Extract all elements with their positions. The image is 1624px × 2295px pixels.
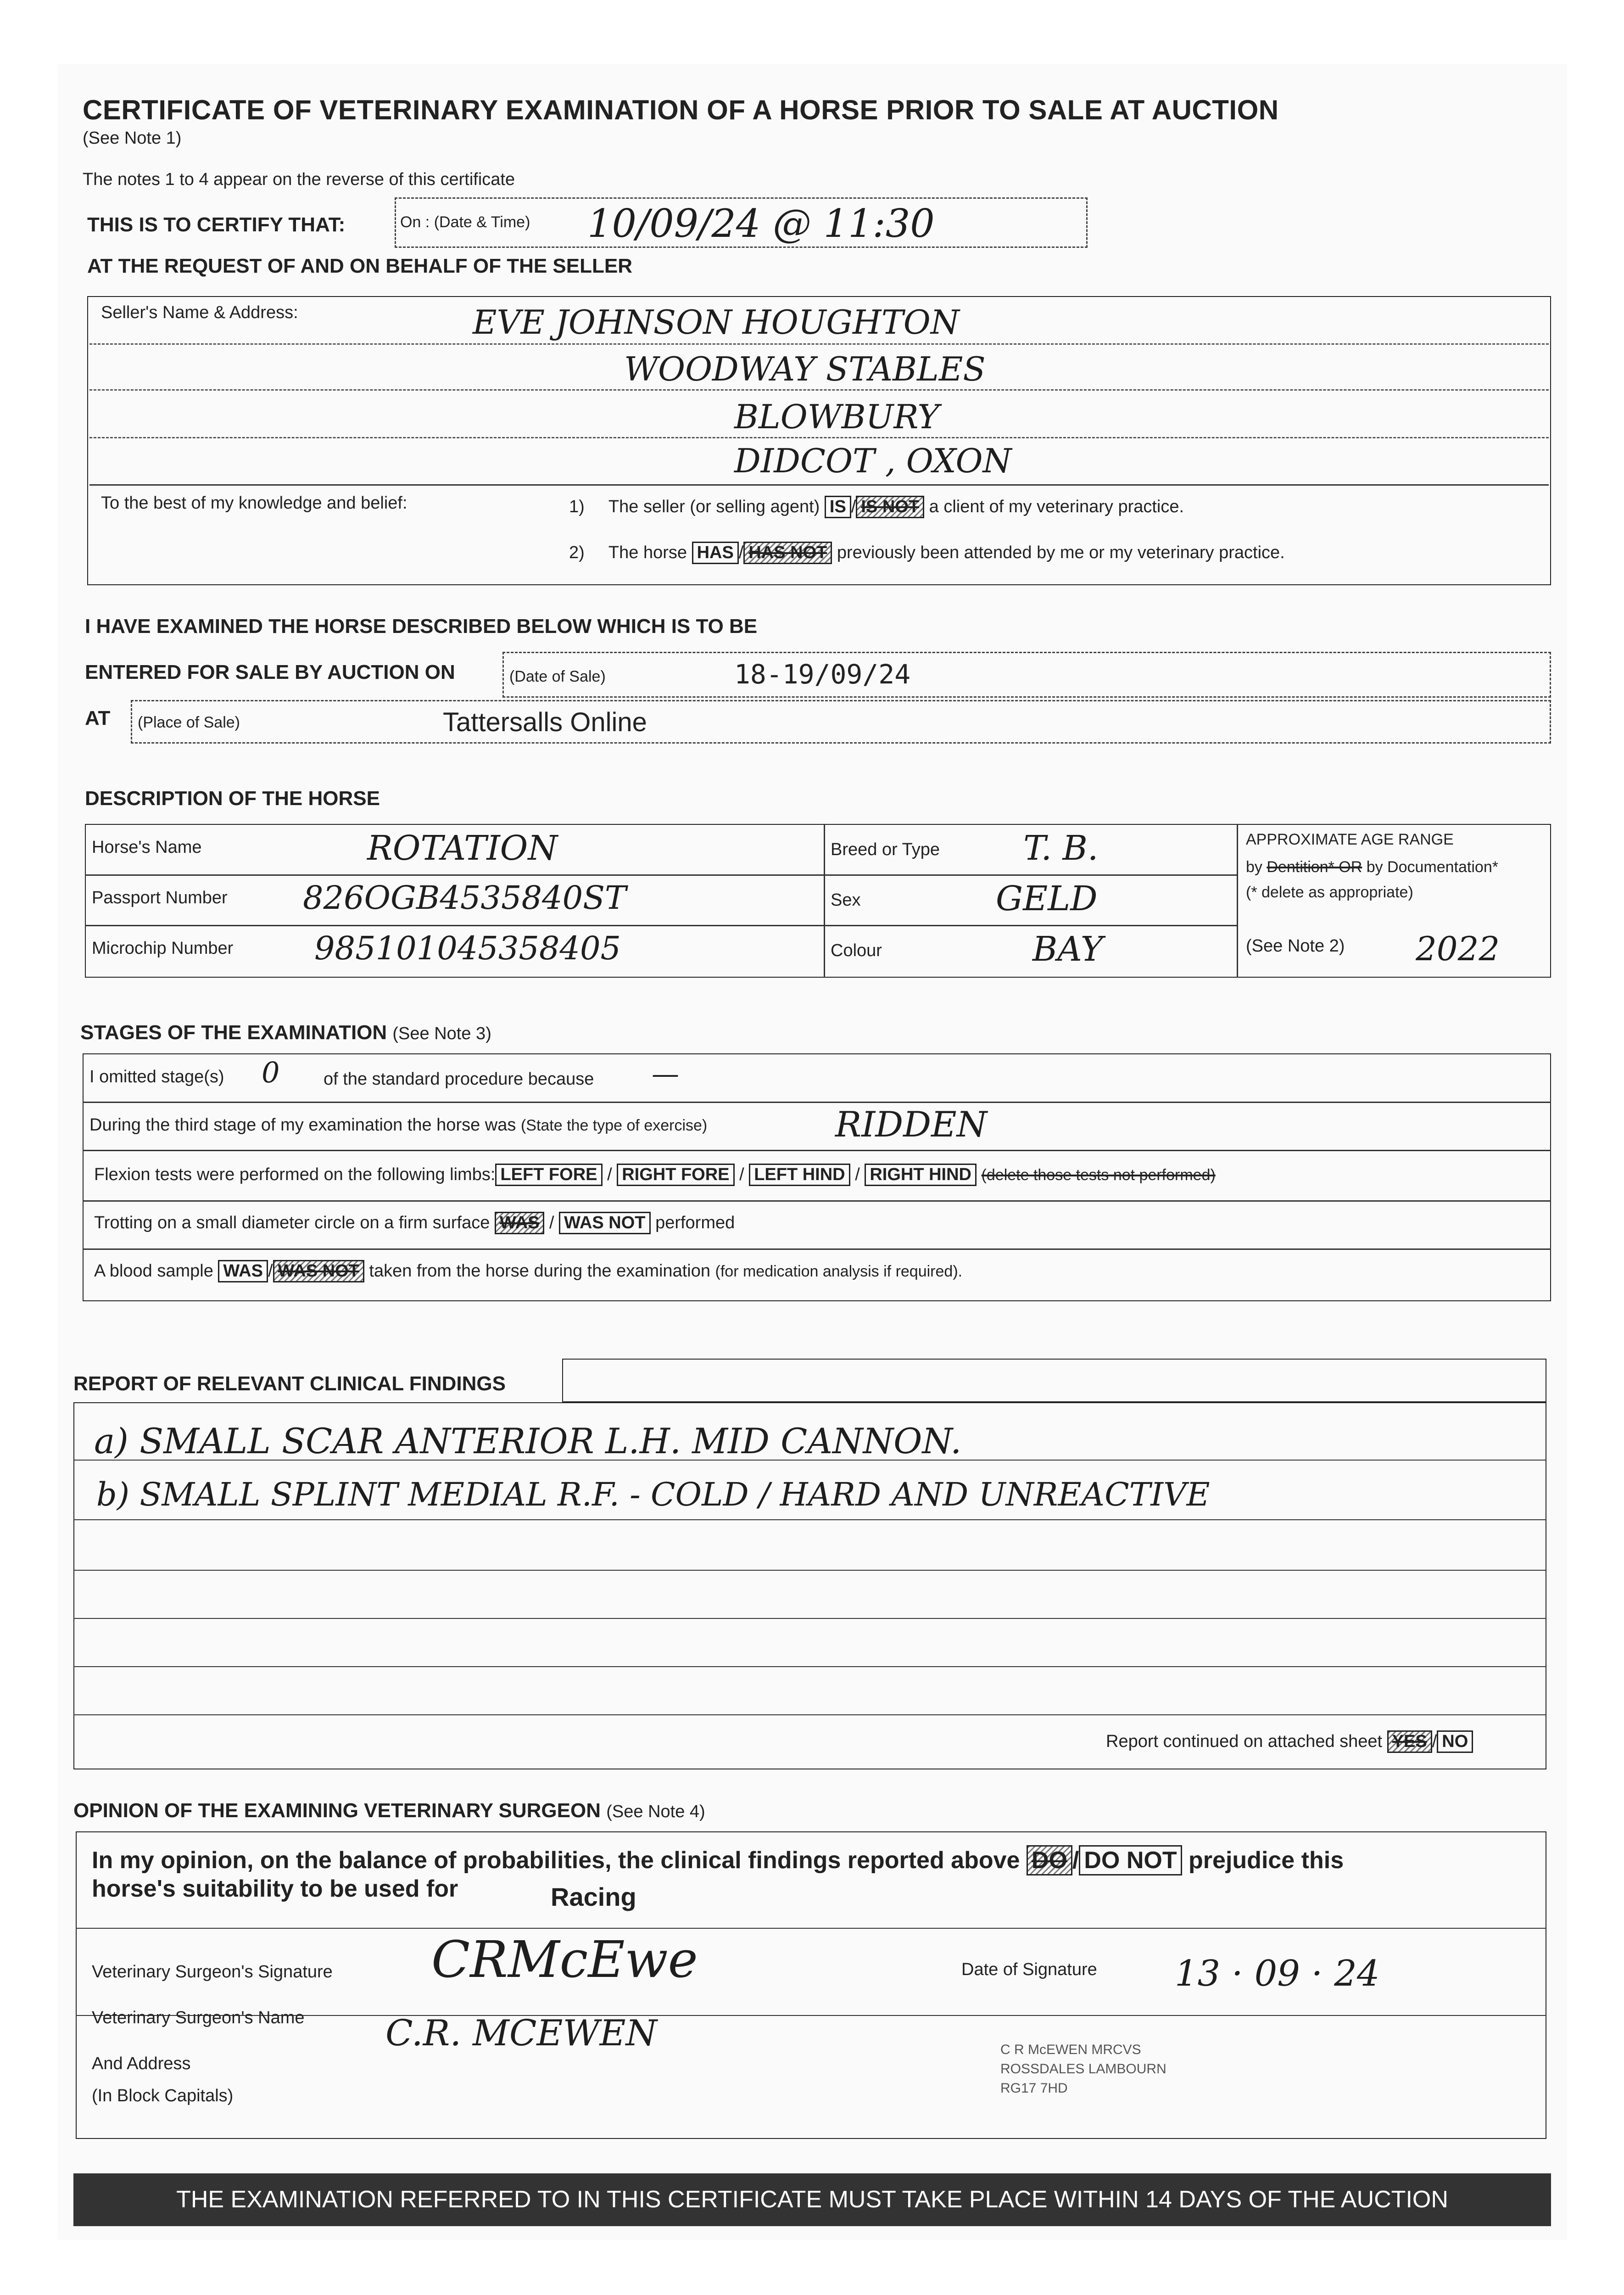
rule bbox=[73, 1666, 1546, 1667]
rule bbox=[89, 343, 1549, 345]
sex-value: GELD bbox=[996, 879, 1098, 918]
address-label-2: (In Block Capitals) bbox=[92, 2086, 234, 2105]
request-line: AT THE REQUEST OF AND ON BEHALF OF THE SELLER bbox=[87, 255, 632, 277]
age-by: by bbox=[1246, 858, 1262, 876]
rule bbox=[83, 1150, 1551, 1151]
place-of-sale-field[interactable] bbox=[131, 700, 1551, 744]
stamp-line-2: ROSSDALES LAMBOURN bbox=[1000, 2061, 1166, 2077]
date-time-value: 10/09/24 @ 11:30 bbox=[587, 201, 935, 246]
horse-name-value: ROTATION bbox=[367, 828, 558, 868]
item-1-number: 1) bbox=[569, 497, 585, 516]
age-delete-note: (* delete as appropriate) bbox=[1246, 884, 1413, 901]
report-continued-label: Report continued on attached sheet bbox=[1106, 1732, 1383, 1751]
separator: / bbox=[1432, 1732, 1437, 1751]
rule bbox=[85, 925, 1237, 926]
item-1-text: The seller (or selling agent) bbox=[608, 497, 820, 516]
rule bbox=[73, 1519, 1546, 1520]
trot-line bbox=[94, 1212, 735, 1234]
seller-line-4: DIDCOT , OXON bbox=[734, 442, 1012, 480]
right-hind-option[interactable]: RIGHT HIND bbox=[865, 1164, 977, 1186]
rule bbox=[76, 1928, 1546, 1929]
flexion-label: Flexion tests were performed on the following limbs: bbox=[94, 1165, 496, 1184]
third-stage-text: During the third stage of my examination the horse was bbox=[89, 1115, 516, 1135]
stages-heading-text: STAGES OF THE EXAMINATION bbox=[80, 1021, 387, 1044]
separator: / bbox=[268, 1261, 273, 1281]
see-note-1: (See Note 1) bbox=[83, 129, 182, 148]
date-of-signature-label: Date of Signature bbox=[961, 1960, 1097, 1979]
stamp-line-1: C R McEWEN MRCVS bbox=[1000, 2042, 1141, 2057]
dentition-option-struck[interactable]: Dentition* OR bbox=[1267, 858, 1362, 876]
date-of-sale-field[interactable] bbox=[502, 652, 1551, 698]
rule bbox=[89, 389, 1549, 391]
omitted-label: I omitted stage(s) bbox=[89, 1067, 224, 1086]
finding-a: a) SMALL SCAR ANTERIOR L.H. MID CANNON. bbox=[94, 1421, 962, 1461]
stages-heading bbox=[80, 1021, 491, 1044]
opinion-heading-note: (See Note 4) bbox=[606, 1802, 705, 1821]
passport-value: 826OGB4535840ST bbox=[303, 879, 626, 917]
microchip-label: Microchip Number bbox=[92, 939, 234, 958]
opinion-line-1 bbox=[92, 1845, 1344, 1875]
separator: / bbox=[607, 1165, 612, 1184]
is-option[interactable]: IS bbox=[825, 496, 851, 518]
knowledge-label: To the best of my knowledge and belief: bbox=[101, 493, 407, 513]
item-2-number: 2) bbox=[569, 543, 585, 562]
knowledge-item-1 bbox=[569, 496, 1184, 518]
third-stage-label bbox=[89, 1115, 707, 1135]
opinion-text-post: prejudice this bbox=[1189, 1847, 1344, 1874]
opinion-heading-text: OPINION OF THE EXAMINING VETERINARY SURGEON bbox=[73, 1799, 601, 1822]
rule bbox=[89, 437, 1549, 438]
separator: / bbox=[549, 1213, 554, 1232]
rule bbox=[83, 1200, 1551, 1202]
colour-label: Colour bbox=[831, 941, 882, 960]
certificate-title: CERTIFICATE OF VETERINARY EXAMINATION OF A HORSE PRIOR TO SALE AT AUCTION bbox=[83, 95, 1279, 125]
place-of-sale-value: Tattersalls Online bbox=[443, 707, 647, 737]
report-continued-line bbox=[1106, 1730, 1473, 1753]
date-of-signature-value: 13 · 09 · 24 bbox=[1175, 1953, 1380, 1994]
right-fore-option[interactable]: RIGHT FORE bbox=[617, 1164, 734, 1186]
continued-yes-option-struck[interactable]: YES bbox=[1387, 1730, 1432, 1753]
blood-note: (for medication analysis if required). bbox=[715, 1263, 963, 1280]
trot-post: performed bbox=[655, 1213, 735, 1232]
has-option[interactable]: HAS bbox=[692, 542, 739, 564]
left-fore-option[interactable]: LEFT FORE bbox=[495, 1164, 602, 1186]
rule bbox=[85, 874, 1237, 876]
finding-b: b) SMALL SPLINT MEDIAL R.F. - COLD / HARD AND UNREACTIVE bbox=[96, 1476, 1210, 1513]
trot-label: Trotting on a small diameter circle on a firm surface bbox=[94, 1213, 490, 1232]
stages-heading-note: (See Note 3) bbox=[392, 1024, 491, 1043]
age-value: 2022 bbox=[1416, 929, 1500, 968]
microchip-value: 985101045358405 bbox=[314, 929, 621, 967]
item-1-post: a client of my veterinary practice. bbox=[929, 497, 1184, 516]
practice-stamp bbox=[1000, 2040, 1166, 2098]
separator: / bbox=[855, 1165, 860, 1184]
rule bbox=[1237, 824, 1238, 978]
blood-label: A blood sample bbox=[94, 1261, 213, 1281]
seller-line-3: BLOWBURY bbox=[734, 397, 939, 436]
footer-banner: THE EXAMINATION REFERRED TO IN THIS CERTIFICATE MUST TAKE PLACE WITHIN 14 DAYS OF THE AUCTION bbox=[73, 2173, 1551, 2226]
flexion-line bbox=[94, 1164, 1216, 1186]
separator: / bbox=[738, 543, 744, 562]
blood-was-not-option-struck[interactable]: WAS NOT bbox=[273, 1260, 364, 1282]
do-not-option[interactable]: DO NOT bbox=[1079, 1845, 1182, 1875]
trot-was-option-struck[interactable]: WAS bbox=[495, 1212, 545, 1234]
omitted-value: 0 bbox=[262, 1056, 280, 1089]
omitted-reason: — bbox=[652, 1058, 679, 1090]
breed-value: T. B. bbox=[1023, 828, 1099, 868]
rule bbox=[83, 1248, 1551, 1250]
surgeon-name-value: C.R. MCEWEN bbox=[385, 2013, 657, 2054]
item-2-text: The horse bbox=[608, 543, 687, 562]
opinion-heading bbox=[73, 1799, 705, 1822]
documentation-option[interactable]: by Documentation* bbox=[1366, 858, 1498, 876]
horse-name-label: Horse's Name bbox=[92, 838, 202, 857]
entered-label: ENTERED FOR SALE BY AUCTION ON bbox=[85, 661, 455, 683]
continued-no-option[interactable]: NO bbox=[1437, 1730, 1473, 1753]
blood-was-option[interactable]: WAS bbox=[218, 1260, 268, 1282]
age-heading: APPROXIMATE AGE RANGE bbox=[1246, 831, 1454, 848]
signature: CRMcEwe bbox=[431, 1930, 698, 1989]
rule bbox=[824, 824, 825, 978]
flexion-delete-note: (delete those tests not performed) bbox=[981, 1166, 1216, 1184]
blood-line bbox=[94, 1260, 962, 1282]
opinion-text-pre: In my opinion, on the balance of probabilities, the clinical findings reported above bbox=[92, 1847, 1020, 1874]
age-see-note-2: (See Note 2) bbox=[1246, 936, 1345, 956]
examined-line: I HAVE EXAMINED THE HORSE DESCRIBED BELOW WHICH IS TO BE bbox=[85, 615, 758, 638]
rule bbox=[83, 1102, 1551, 1103]
omitted-post: of the standard procedure because bbox=[324, 1069, 594, 1089]
sex-label: Sex bbox=[831, 890, 861, 910]
trot-was-not-option[interactable]: WAS NOT bbox=[559, 1212, 650, 1234]
report-heading-box bbox=[562, 1359, 1546, 1402]
signature-label: Veterinary Surgeon's Signature bbox=[92, 1962, 333, 1982]
date-of-sale-label: (Date of Sale) bbox=[509, 668, 606, 685]
left-hind-option[interactable]: LEFT HIND bbox=[749, 1164, 850, 1186]
separator: / bbox=[851, 497, 856, 516]
rule bbox=[73, 1714, 1546, 1715]
notes-line: The notes 1 to 4 appear on the reverse of this certificate bbox=[83, 170, 515, 189]
stamp-line-3: RG17 7HD bbox=[1000, 2081, 1068, 2096]
knowledge-item-2 bbox=[569, 542, 1285, 564]
rule bbox=[73, 1618, 1546, 1619]
rule bbox=[89, 484, 1549, 486]
blood-post: taken from the horse during the examination bbox=[369, 1261, 710, 1281]
separator: / bbox=[1072, 1847, 1079, 1874]
age-by-line bbox=[1246, 858, 1498, 876]
third-stage-value: RIDDEN bbox=[835, 1104, 988, 1145]
date-of-sale-value: 18-19/09/24 bbox=[734, 659, 911, 690]
breed-label: Breed or Type bbox=[831, 840, 940, 859]
colour-value: BAY bbox=[1032, 929, 1103, 969]
third-stage-note: (State the type of exercise) bbox=[520, 1117, 708, 1134]
separator: / bbox=[739, 1165, 744, 1184]
seller-label: Seller's Name & Address: bbox=[101, 303, 298, 322]
rule bbox=[73, 1570, 1546, 1571]
passport-label: Passport Number bbox=[92, 888, 228, 907]
seller-line-1: EVE JOHNSON HOUGHTON bbox=[473, 303, 960, 341]
report-heading: REPORT OF RELEVANT CLINICAL FINDINGS bbox=[73, 1372, 506, 1395]
surgeon-name-label: Veterinary Surgeon's Name bbox=[92, 2008, 305, 2027]
item-2-post: previously been attended by me or my veterinary practice. bbox=[837, 543, 1285, 562]
certify-label: THIS IS TO CERTIFY THAT: bbox=[87, 213, 346, 236]
at-label: AT bbox=[85, 707, 111, 729]
seller-line-2: WOODWAY STABLES bbox=[624, 350, 986, 388]
address-label: And Address bbox=[92, 2054, 191, 2073]
place-of-sale-label: (Place of Sale) bbox=[138, 714, 240, 731]
opinion-purpose: Racing bbox=[551, 1882, 636, 1911]
date-time-label: On : (Date & Time) bbox=[400, 213, 530, 231]
opinion-line-2: horse's suitability to be used for bbox=[92, 1875, 458, 1902]
do-option-struck[interactable]: DO bbox=[1027, 1845, 1072, 1875]
is-not-option-struck[interactable]: IS NOT bbox=[856, 496, 924, 518]
has-not-option-struck[interactable]: HAS NOT bbox=[743, 542, 832, 564]
description-heading: DESCRIPTION OF THE HORSE bbox=[85, 787, 380, 810]
